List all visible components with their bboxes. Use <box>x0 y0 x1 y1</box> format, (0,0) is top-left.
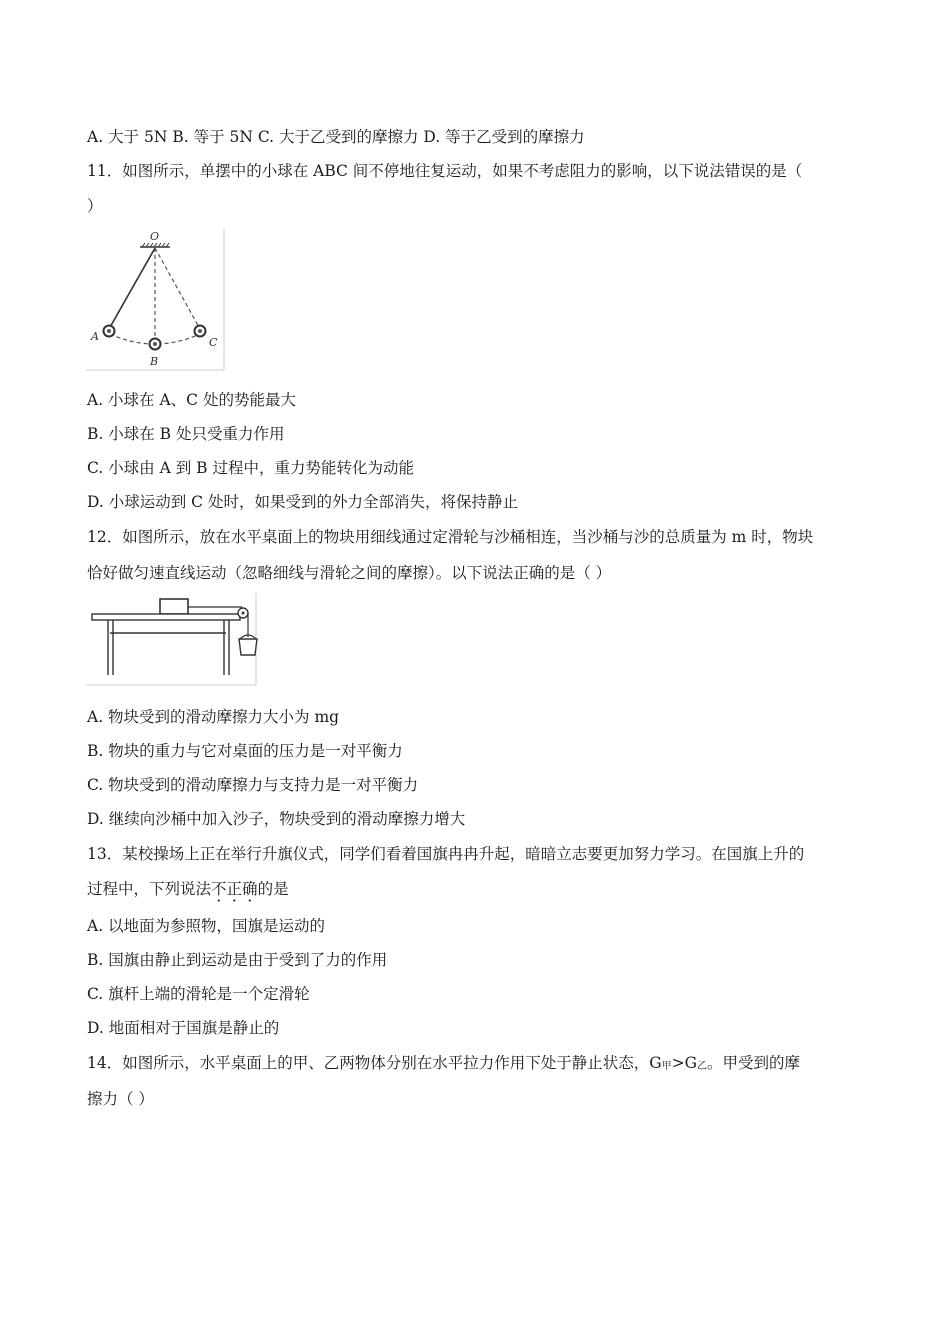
q11-stem-line1: 11．如图所示，单摆中的小球在 ABC 间不停地往复运动，如果不考虑阻力的影响，以下说法错误的是（ <box>87 162 803 180</box>
q14-stem-post: 。甲受到的摩 <box>706 1054 800 1072</box>
q11-option-b: B. 小球在 B 处只受重力作用 <box>87 425 285 443</box>
q12-option-c: C. 物块受到的滑动摩擦力与支持力是一对平衡力 <box>87 776 419 794</box>
q13-emphasis-char-3: 确 <box>242 880 258 898</box>
q12-option-a: A. 物块受到的滑动摩擦力大小为 mg <box>87 708 340 726</box>
q14-sub-yi: 乙 <box>696 1061 707 1072</box>
q11-option-c: C. 小球由 A 到 B 过程中，重力势能转化为动能 <box>87 459 414 477</box>
q11-option-d: D. 小球运动到 C 处时，如果受到的外力全部消失，将保持静止 <box>87 493 518 511</box>
label-a: A <box>91 330 99 343</box>
q12-option-d: D. 继续向沙桶中加入沙子，物块受到的滑动摩擦力增大 <box>87 810 466 828</box>
q14-mid: >G <box>671 1054 697 1072</box>
q12-stem-line2: 恰好做匀速直线运动（忽略细线与滑轮之间的摩擦）。以下说法正确的是（ ） <box>87 564 612 582</box>
q14-stem-line1 <box>87 1053 800 1077</box>
table-pulley-figure <box>86 593 258 686</box>
q13-emphasis-char-1: 不 <box>211 880 227 898</box>
label-c: C <box>209 336 218 349</box>
q13-stem-post: 的是 <box>257 880 289 898</box>
q14-sub-jia: 甲 <box>661 1061 672 1072</box>
q13-option-a: A. 以地面为参照物，国旗是运动的 <box>87 917 326 935</box>
pendulum-figure <box>86 228 226 371</box>
label-b: B <box>150 355 159 368</box>
q13-option-d: D. 地面相对于国旗是静止的 <box>87 1019 280 1037</box>
q13-stem-line1: 13．某校操场上正在举行升旗仪式，同学们看着国旗冉冉升起，暗暗立志要更加努力学习。在国旗上升的 <box>87 845 805 863</box>
label-o: O <box>150 230 160 243</box>
q14-stem-line2: 擦力（ ） <box>87 1090 154 1108</box>
q12-option-b: B. 物块的重力与它对桌面的压力是一对平衡力 <box>87 742 403 760</box>
q13-stem-line2 <box>87 879 289 899</box>
q10-options: A. 大于 5N B. 等于 5N C. 大于乙受到的摩擦力 D. 等于乙受到的摩擦力 <box>87 128 585 146</box>
q11-stem-line2: ） <box>87 197 103 215</box>
q14-stem-pre: 14．如图所示，水平桌面上的甲、乙两物体分别在水平拉力作用下处于静止状态，G <box>87 1054 662 1072</box>
q12-stem-line1: 12．如图所示，放在水平桌面上的物块用细线通过定滑轮与沙桶相连，当沙桶与沙的总质量为 m 时，物块 <box>87 528 814 546</box>
q13-stem-pre: 过程中，下列说法 <box>87 880 212 898</box>
q11-option-a: A. 小球在 A、C 处的势能最大 <box>87 391 296 409</box>
q13-option-b: B. 国旗由静止到运动是由于受到了力的作用 <box>87 951 388 969</box>
q13-option-c: C. 旗杆上端的滑轮是一个定滑轮 <box>87 985 310 1003</box>
q13-emphasis-char-2: 正 <box>226 880 243 898</box>
